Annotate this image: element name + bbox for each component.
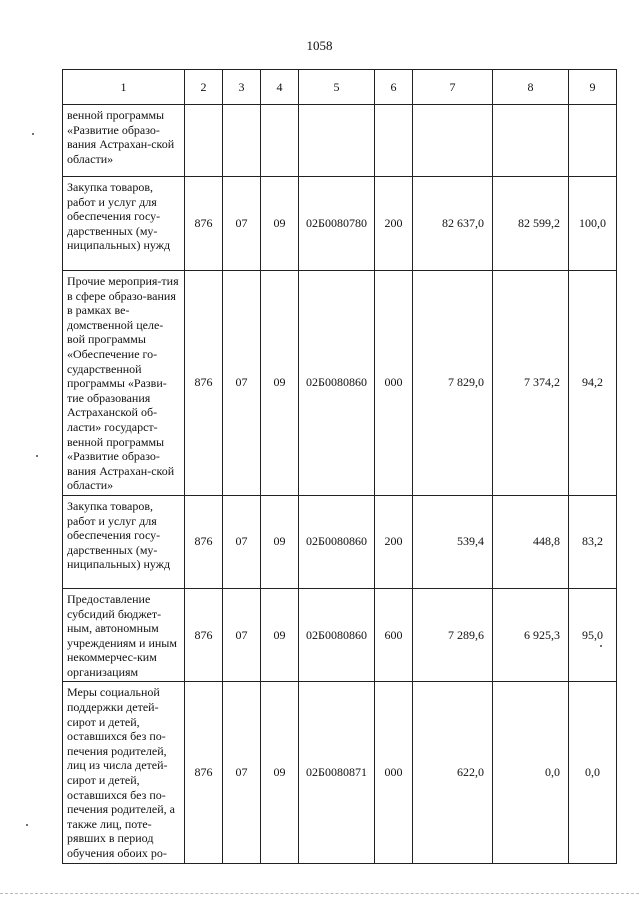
- planned-amount-cell: 539,4: [413, 495, 493, 588]
- subsection-cell: 09: [261, 177, 299, 271]
- ministry-code-cell: [185, 105, 223, 177]
- target-article-cell: 02Б0080860: [299, 495, 375, 588]
- expense-type-cell: 000: [375, 271, 413, 496]
- table-row: [63, 495, 617, 588]
- scan-speck: [36, 455, 38, 457]
- planned-amount-cell: [413, 105, 493, 177]
- percent-cell: 94,2: [569, 271, 617, 496]
- description-cell: Закупка товаров, работ и услуг для обеспечения госу-дарственных (му-ниципальных) нужд: [63, 177, 185, 271]
- scan-edge-line: [0, 893, 639, 894]
- percent-cell: 83,2: [569, 495, 617, 588]
- header-cell: 2: [185, 70, 223, 105]
- subsection-cell: [261, 105, 299, 177]
- header-cell: 9: [569, 70, 617, 105]
- percent-cell: 0,0: [569, 682, 617, 863]
- table-row: [63, 105, 617, 177]
- actual-amount-cell: 448,8: [493, 495, 569, 588]
- table-row: [63, 682, 617, 863]
- target-article-cell: [299, 105, 375, 177]
- percent-cell: [569, 105, 617, 177]
- table-row: [63, 271, 617, 496]
- scan-speck: [26, 824, 28, 826]
- header-cell: 4: [261, 70, 299, 105]
- description-cell: венной программы «Развитие образо-вания Астрахан-ской области»: [63, 105, 185, 177]
- header-cell: 3: [223, 70, 261, 105]
- header-row: [63, 70, 617, 105]
- planned-amount-cell: 7 829,0: [413, 271, 493, 496]
- subsection-cell: 09: [261, 271, 299, 496]
- scan-speck: [32, 133, 34, 135]
- table-row: [63, 588, 617, 682]
- planned-amount-cell: 82 637,0: [413, 177, 493, 271]
- ministry-code-cell: 876: [185, 495, 223, 588]
- actual-amount-cell: 6 925,3: [493, 588, 569, 682]
- planned-amount-cell: 7 289,6: [413, 588, 493, 682]
- section-cell: 07: [223, 588, 261, 682]
- expense-type-cell: [375, 105, 413, 177]
- target-article-cell: 02Б0080860: [299, 588, 375, 682]
- header-cell: 6: [375, 70, 413, 105]
- ministry-code-cell: 876: [185, 682, 223, 863]
- expense-type-cell: 200: [375, 495, 413, 588]
- description-cell: Прочие мероприя-тия в сфере образо-вания в рамках ве-домственной целе-вой программы «Обеспечение го-сударственной программы «Разви-тие образования Астраханской об-ласти» государст-венной программы «Развитие образо-вания Астрахан-ской области»: [63, 271, 185, 496]
- section-cell: 07: [223, 177, 261, 271]
- budget-table: [62, 69, 617, 864]
- percent-cell: 100,0: [569, 177, 617, 271]
- section-cell: 07: [223, 271, 261, 496]
- ministry-code-cell: 876: [185, 271, 223, 496]
- ministry-code-cell: 876: [185, 588, 223, 682]
- target-article-cell: 02Б0080860: [299, 271, 375, 496]
- section-cell: [223, 105, 261, 177]
- section-cell: 07: [223, 495, 261, 588]
- description-cell: Закупка товаров, работ и услуг для обеспечения госу-дарственных (му-ниципальных) нужд: [63, 495, 185, 588]
- header-cell: 7: [413, 70, 493, 105]
- header-cell: 8: [493, 70, 569, 105]
- expense-type-cell: 600: [375, 588, 413, 682]
- actual-amount-cell: 0,0: [493, 682, 569, 863]
- actual-amount-cell: 82 599,2: [493, 177, 569, 271]
- subsection-cell: 09: [261, 682, 299, 863]
- section-cell: 07: [223, 682, 261, 863]
- scan-speck: [600, 645, 602, 647]
- description-cell: Меры социальной поддержки детей-сирот и детей, оставшихся без по-печения родителей, лиц из числа детей-сирот и детей, оставшихся без по-печения родителей, а также лиц, поте-рявших в период обучения обоих ро-: [63, 682, 185, 863]
- header-cell: 1: [63, 70, 185, 105]
- page-number: 1058: [306, 38, 333, 53]
- header-cell: 5: [299, 70, 375, 105]
- percent-cell: 95,0: [569, 588, 617, 682]
- planned-amount-cell: 622,0: [413, 682, 493, 863]
- actual-amount-cell: 7 374,2: [493, 271, 569, 496]
- target-article-cell: 02Б0080780: [299, 177, 375, 271]
- table-row: [63, 177, 617, 271]
- description-cell: Предоставление субсидий бюджет-ным, автономным учреждениям и иным некоммерчес-ким организациям: [63, 588, 185, 682]
- target-article-cell: 02Б0080871: [299, 682, 375, 863]
- ministry-code-cell: 876: [185, 177, 223, 271]
- subsection-cell: 09: [261, 588, 299, 682]
- expense-type-cell: 200: [375, 177, 413, 271]
- actual-amount-cell: [493, 105, 569, 177]
- expense-type-cell: 000: [375, 682, 413, 863]
- subsection-cell: 09: [261, 495, 299, 588]
